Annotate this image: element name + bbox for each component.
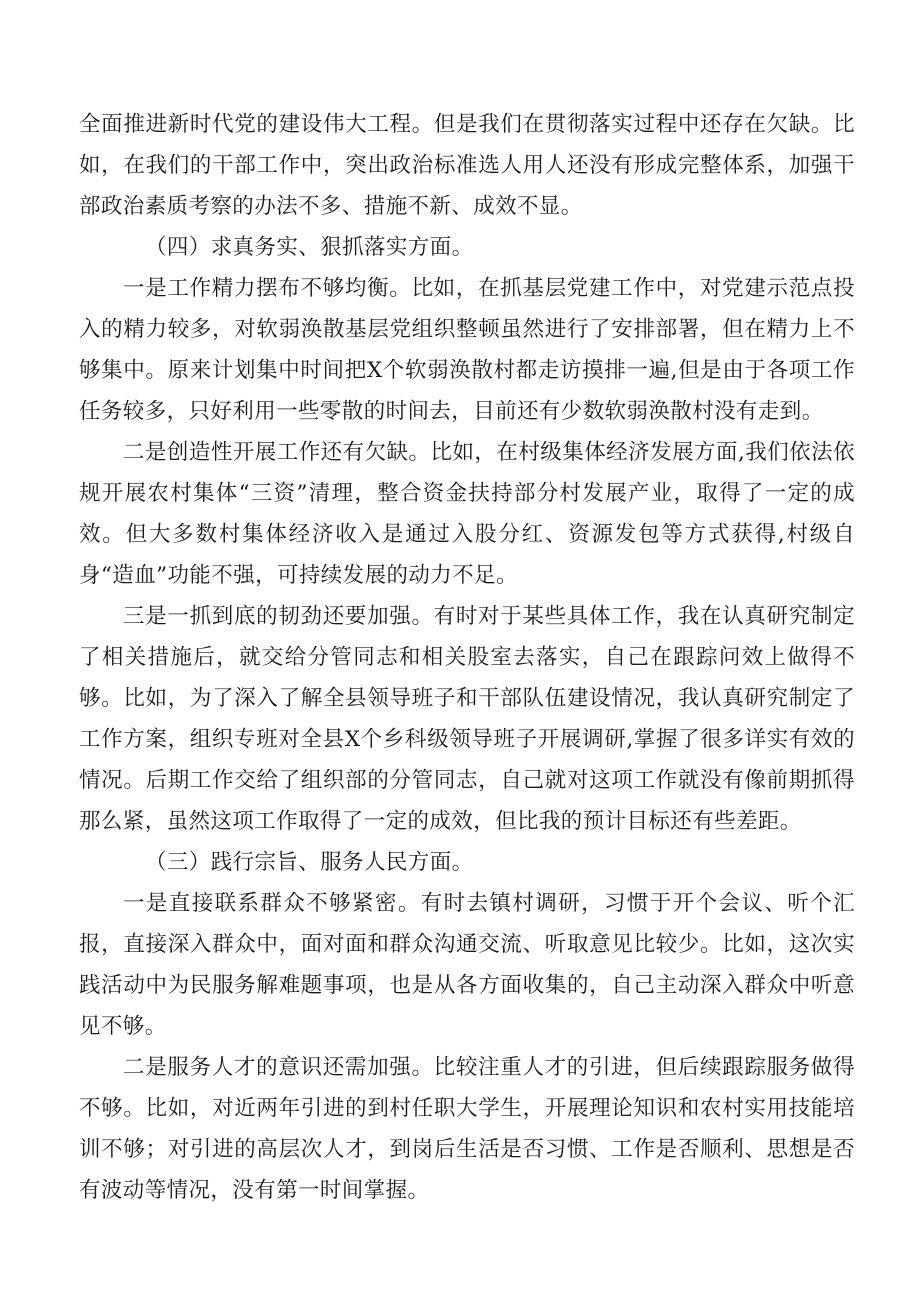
- section-heading-seek-truth: （四）求真务实、狠抓落实方面。: [145, 235, 474, 260]
- section-heading-serve-people: （三）践行宗旨、服务人民方面。: [145, 850, 474, 875]
- paragraph-party-building: 全面推进新时代党的建设伟大工程。但是我们在贯彻落实过程中还存在欠缺。比如，在我们的干部工作中，突出政治标准选人用人还没有形成完整体系，加强干部政治素质考察的办法不多、措施不新、成效不显。: [79, 112, 855, 219]
- paragraph-persistence: 三是一抓到底的韧劲还要加强。有时对于某些具体工作，我在认真研究制定了相关措施后，就交给分管同志和相关股室去落实，自己在跟踪问效上做得不够。比如，为了深入了解全县领导班子和干部队伍建设情况，我认真研究制定了工作方案，组织专班对全县X个乡科级领导班子开展调研,掌握了很多详实有效的情况。后期工作交给了组织部的分管同志，自己就对这项工作就没有像前期抓得那么紧，虽然这项工作取得了一定的成效，但比我的预计目标还有些差距。: [79, 604, 855, 834]
- paragraph-creativity: 二是创造性开展工作还有欠缺。比如，在村级集体经济发展方面,我们依法依规开展农村集体“三资”清理，整合资金扶持部分村发展产业，取得了一定的成效。但大多数村集体经济收入是通过入股分红、资源发包等方式获得,村级自身“造血”功能不强，可持续发展的动力不足。: [79, 440, 855, 588]
- paragraph-talent-service: 二是服务人才的意识还需加强。比较注重人才的引进，但后续跟踪服务做得不够。比如，对近两年引进的到村任职大学生，开展理论知识和农村实用技能培训不够；对引进的高层次人才，到岗后生活是否习惯、工作是否顺利、思想是否有波动等情况，没有第一时间掌握。: [79, 1055, 855, 1203]
- paragraph-work-energy: 一是工作精力摆布不够均衡。比如，在抓基层党建工作中，对党建示范点投入的精力较多，对软弱涣散基层党组织整顿虽然进行了安排部署，但在精力上不够集中。原来计划集中时间把X个软弱涣散村都走访摸排一遍,但是由于各项工作任务较多，只好利用一些零散的时间去，目前还有少数软弱涣散村没有走到。: [79, 276, 855, 424]
- document-page: [79, 104, 855, 1211]
- paragraph-contact-masses: 一是直接联系群众不够紧密。有时去镇村调研，习惯于开个会议、听个汇报，直接深入群众中，面对面和群众沟通交流、听取意见比较少。比如，这次实践活动中为民服务解难题事项，也是从各方面收集的，自己主动深入群众中听意见不够。: [79, 891, 855, 1039]
